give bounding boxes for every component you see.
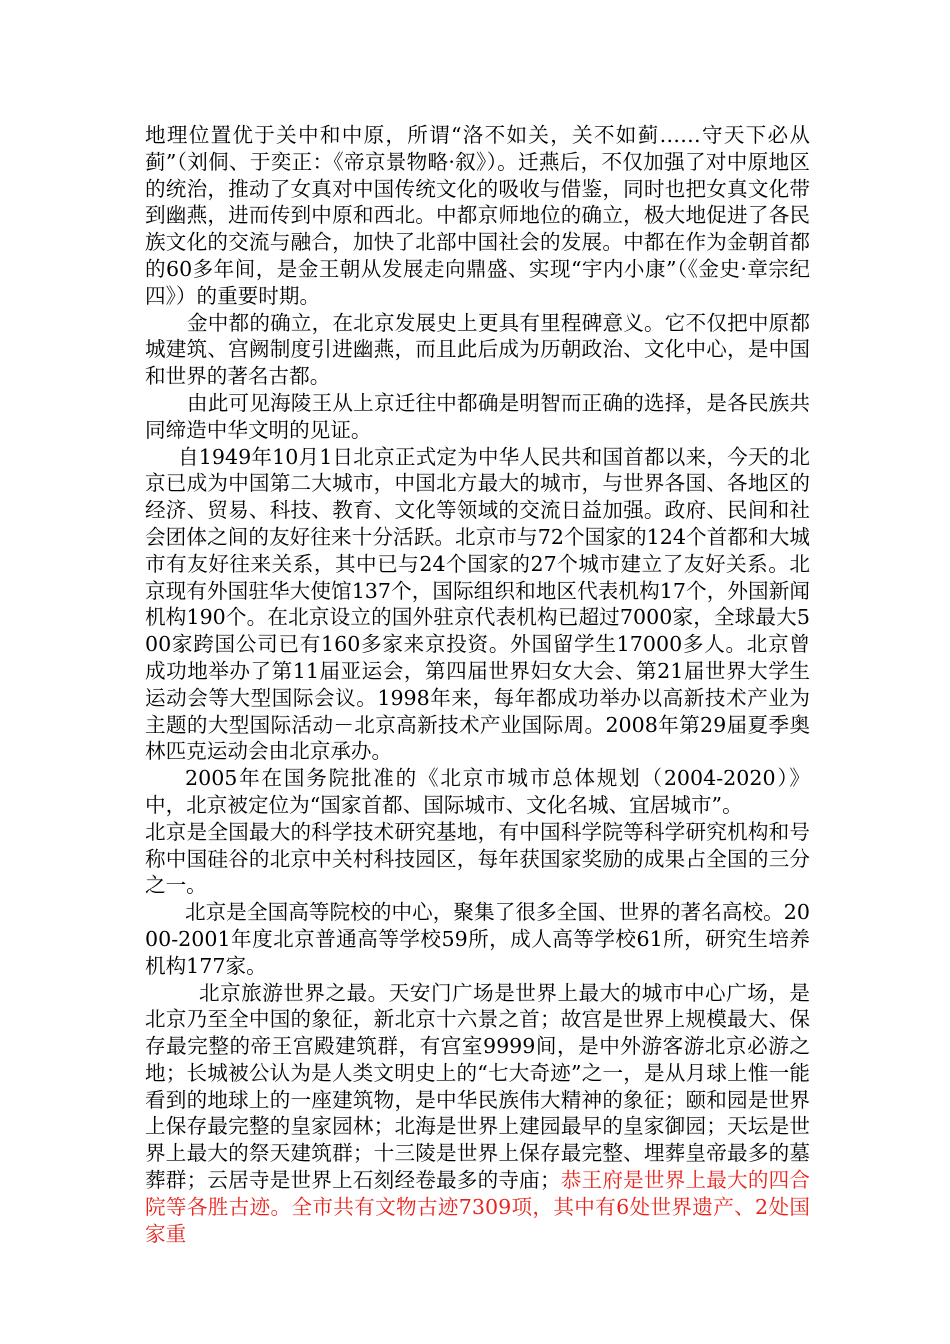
paragraph-jin-zhongdu-significance: 金中都的确立，在北京发展史上更具有里程碑意义。它不仅把中原都城建筑、宫阙制度引进幽燕，而且此后成为历朝政治、文化中心，是中国和世界的著名古都。 [145,310,810,389]
tourism-text-highlighted: 恭王府是世界上最大的四合院等各胜古迹。全市共有文物古迹7309项，其中有6处世界遗产、2处国家重 [145,1168,811,1246]
tourism-text-black: 北京旅游世界之最。天安门广场是世界上最大的城市中心广场，是北京乃至全中国的象征，新北京十六景之首；故宫是世界上规模最大、保存最完整的帝王宫殿建筑群，有宫室9999间，是中外游客游北京必游之地；长城被公认为是人类文明史上的“七大奇迹”之一，是从月球上惟一能看到的地球上的一座建筑物，是中华民族伟大精神的象征；颐和园是世界上保存最完整的皇家园林；北海是世界上建园最早的皇家御园；天坛是世界上最大的祭天建筑群；十三陵是世界上保存最完整、埋葬皇帝最多的墓葬群；云居寺是世界上石刻经卷最多的寺庙； [145,980,810,1193]
paragraph-beijing-capital-exchange: 自1949年10月1日北京正式定为中华人民共和国首都以来，今天的北京已成为中国第二大城市，中国北方最大的城市，与世界各国、各地区的经济、贸易、科技、教育、文化等领域的交流日益加强。政府、民间和社会团体之间的友好往来十分活跃。北京市与72个国家的124个首都和大城市有友好往来关系，其中已与24个国家的27个城市建立了友好关系。北京现有外国驻华大使馆137个，国际组织和地区代表机构17个，外国新闻机构190个。在北京设立的国外驻京代表机构已超过7000家，全球最大500家跨国公司已有160多家来京投资。外国留学生17000多人。北京曾成功地举办了第11届亚运会，第四届世界妇女大会、第21届世界大学生运动会等大型国际会议。1998年来，每年都成功举办以高新技术产业为主题的大型国际活动－北京高新技术产业国际周。2008年第29届夏季奥林匹克运动会由北京承办。 [145,444,810,764]
paragraph-science-research: 北京是全国最大的科学技术研究基地，有中国科学院等科学研究机构和号称中国硅谷的北京中关村科技园区，每年获国家奖励的成果占全国的三分之一。 [145,819,810,898]
paragraph-higher-education: 北京是全国高等院校的中心，聚集了很多全国、世界的著名高校。2000-2001年度北京普通高等学校59所，成人高等学校61所，研究生培养机构177家。 [145,900,810,978]
paragraph-jin-capital-location: 地理位置优于关中和中原，所谓“洛不如关，关不如蓟……守天下必从蓟”（刘侗、于奕正：《帝京景物略·叙》）。迁燕后，不仅加强了对中原地区的统治，推动了女真对中国传统文化的吸收与借鉴，同时也把女真文化带到幽燕，进而传到中原和西北。中都京师地位的确立，极大地促进了各民族文化的交流与融合，加快了北部中国社会的发展。中都在作为金朝首都的60多年间，是金王朝从发展走向鼎盛、实现“宇内小康”（《金史·章宗纪四》）的重要时期。 [145,123,810,308]
paragraph-hailing-conclusion: 由此可见海陵王从上京迁往中都确是明智而正确的选择，是各民族共同缔造中华文明的见证。 [145,390,810,442]
paragraph-tourism-superlatives [145,980,810,1248]
document-body [145,122,810,1247]
paragraph-city-master-plan: 2005年在国务院批准的《北京市城市总体规划（2004-2020）》中，北京被定位为“国家首都、国际城市、文化名城、宜居城市”。 [145,766,810,817]
